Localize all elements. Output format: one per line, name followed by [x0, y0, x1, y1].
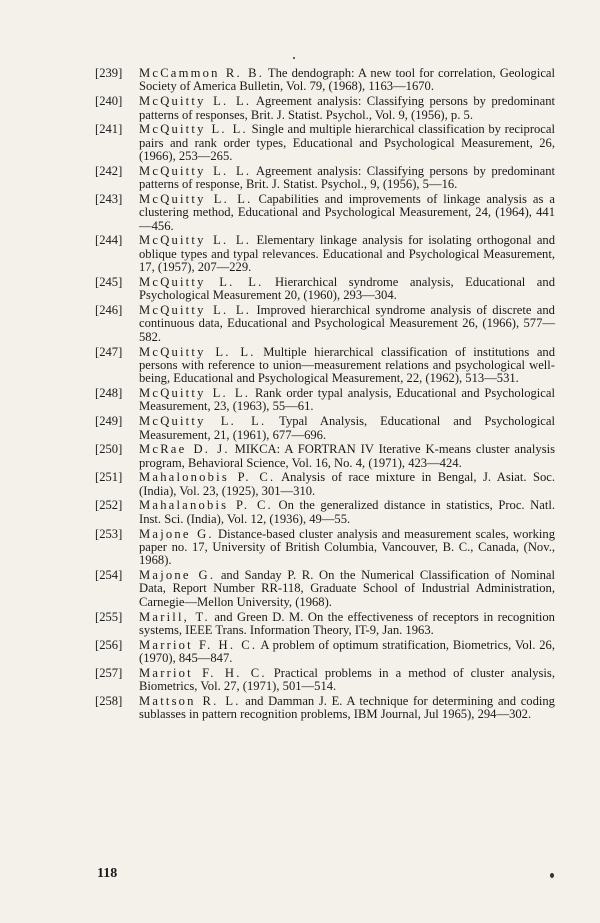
reference-number: [241] — [95, 122, 123, 137]
reference-number: [256] — [95, 637, 123, 652]
reference-number: [257] — [95, 665, 123, 680]
reference-entry — [95, 276, 555, 303]
reference-author: McQuitty L. L. — [139, 274, 264, 289]
reference-text — [139, 193, 555, 233]
reference-citation: Capabilities and improvements of linkage analysis as a clustering method, Educational and Psychological Measurement, 24, (1964), 441—456. — [139, 191, 555, 233]
reference-number: [239] — [95, 66, 123, 80]
reference-author: McQuitty L. L. — [139, 386, 251, 401]
reference-text — [139, 123, 555, 163]
reference-entry — [95, 304, 555, 344]
reference-author: McQuitty L. L. — [139, 191, 253, 206]
reference-author: McQuitty L. L. — [139, 233, 252, 248]
reference-entry — [95, 123, 555, 163]
reference-number: [240] — [95, 94, 123, 109]
reference-author: Marriot F. H. C. — [139, 665, 267, 680]
reference-number: [243] — [95, 191, 123, 206]
reference-text — [139, 443, 555, 470]
reference-citation: On the generalized distance in statistics, Proc. Natl. Inst. Sci. (India), Vol. 12, (1936), 49—55. — [139, 498, 555, 526]
reference-citation: Multiple hierarchical classification of institutions and persons with reference to union—measurement relations and psychological well-being, Educational and Psychological Measurement, 22, (1962), 513—531. — [139, 344, 555, 386]
reference-citation: and Sanday P. R. On the Numerical Classification of Nominal Data, Report Number RR-118, Graduate School of Industrial Administration, Carnegie—Mellon University, (1968). — [139, 568, 555, 609]
reference-number: [252] — [95, 498, 123, 513]
reference-citation: Agreement analysis: Classifying persons by predominant patterns of responses, Brit. J. Statist. Psychol., Vol. 9, (1956), p. 5. — [139, 94, 555, 122]
reference-entry — [95, 695, 555, 722]
reference-entry — [95, 569, 555, 609]
reference-author: McQuitty L. L. — [139, 414, 267, 429]
reference-author: McQuitty L. L. — [139, 344, 256, 359]
reference-author: Mahalonobis P. C. — [139, 470, 276, 485]
reference-entry — [95, 346, 555, 386]
reference-citation: MIKCA: A FORTRAN IV Iterative K-means cluster analysis program, Behavioral Science, Vol. 16, No. 4, (1971), 423—424. — [139, 442, 555, 470]
reference-entry — [95, 234, 555, 274]
reference-author: McQuitty L. L. — [139, 163, 252, 178]
reference-number: [254] — [95, 568, 123, 583]
reference-citation: A problem of optimum stratification, Biometrics, Vol. 26, (1970), 845—847. — [139, 637, 555, 666]
page-number: 118 — [97, 866, 118, 881]
reference-text — [139, 67, 555, 94]
reference-number: [258] — [95, 693, 123, 708]
reference-entry — [95, 165, 555, 192]
reference-number: [248] — [95, 386, 123, 401]
reference-number: [251] — [95, 470, 123, 485]
reference-number: [244] — [95, 233, 123, 248]
reference-text — [139, 528, 555, 568]
reference-entry — [95, 387, 555, 414]
reference-entry — [95, 471, 555, 498]
reference-entry — [95, 639, 555, 666]
reference-author: McCammon R. B. — [139, 66, 265, 80]
print-speck — [550, 873, 554, 878]
reference-text — [139, 165, 555, 192]
reference-text — [139, 276, 555, 303]
reference-citation: Analysis of race mixture in Bengal, J. Asiat. Soc. (India), Vol. 23, (1925), 301—310. — [139, 470, 555, 498]
reference-text — [139, 95, 555, 122]
reference-text — [139, 667, 555, 694]
reference-entry — [95, 499, 555, 526]
reference-citation: Agreement analysis: Classifying persons by predominant patterns of response, Brit. J. Statist. Psychol., 9, (1956), 5—16. — [139, 163, 555, 192]
reference-citation: Rank order typal analysis, Educational and Psychological Measurement, 23, (1963), 55—61. — [139, 386, 555, 414]
reference-entry — [95, 415, 555, 442]
reference-author: McQuitty L. L. — [139, 94, 252, 109]
reference-author: McQuitty L. L. — [139, 122, 248, 137]
reference-number: [249] — [95, 414, 123, 429]
reference-list — [95, 67, 555, 723]
reference-entry — [95, 95, 555, 122]
reference-citation: Single and multiple hierarchical classification by reciprocal pairs and rank order types, Educational and Psychological Measurement, 26, (1966), 253—265. — [139, 122, 555, 164]
reference-citation: and Damman J. E. A technique for determining and coding sublasses in pattern recognition problems, IBM Journal, Jul 1965), 294—302. — [139, 693, 555, 722]
reference-author: Majone G. — [139, 526, 214, 541]
reference-citation: Hierarchical syndrome analysis, Educational and Psychological Measurement 20, (1960), 293—304. — [139, 274, 555, 303]
reference-text — [139, 304, 555, 344]
reference-entry — [95, 443, 555, 470]
reference-entry — [95, 193, 555, 233]
reference-text — [139, 639, 555, 666]
reference-text — [139, 234, 555, 274]
reference-citation: Elementary linkage analysis for isolating orthogonal and oblique types and typal relevances. Educational and Psychological Measurement, 17, (1957), 207—229. — [139, 233, 555, 275]
reference-author: Mattson R. L. — [139, 693, 241, 708]
print-speck — [293, 57, 295, 59]
reference-text — [139, 415, 555, 442]
reference-number: [242] — [95, 163, 123, 178]
reference-text — [139, 499, 555, 526]
reference-citation: The dendograph: A new tool for correlation, Geological Society of America Bulletin, Vol. 79, (1968), 1163—1670. — [139, 66, 555, 94]
reference-author: Marill, T. — [139, 609, 210, 624]
reference-number: [246] — [95, 302, 123, 317]
reference-citation: Practical problems in a method of cluster analysis, Biometrics, Vol. 27, (1971), 501—514. — [139, 665, 555, 694]
reference-author: Marriot F. H. C. — [139, 637, 258, 652]
reference-citation: and Green D. M. On the effectiveness of receptors in recognition systems, IEEE Trans. Information Theory, IT-9, Jan. 1963. — [139, 609, 555, 637]
reference-number: [247] — [95, 344, 123, 359]
reference-citation: Distance-based cluster analysis and measurement scales, working paper no. 17, University of British Columbia, Vancouver, B. C., Canada, (Nov., 1968). — [139, 526, 555, 568]
reference-text — [139, 611, 555, 638]
reference-citation: Typal Analysis, Educational and Psychological Measurement, 21, (1961), 677—696. — [139, 414, 555, 442]
reference-entry — [95, 667, 555, 694]
reference-text — [139, 346, 555, 386]
reference-number: [245] — [95, 274, 123, 289]
reference-number: [253] — [95, 526, 123, 541]
reference-entry — [95, 67, 555, 94]
reference-number: [250] — [95, 442, 123, 457]
reference-number: [255] — [95, 609, 123, 624]
reference-text — [139, 471, 555, 498]
reference-text — [139, 569, 555, 609]
reference-author: McRae D. J. — [139, 442, 230, 457]
reference-author: McQuitty L. L. — [139, 302, 252, 317]
reference-citation: Improved hierarchical syndrome analysis of discrete and continuous data, Educational and Psychological Measurement 26, (1966), 577—582. — [139, 302, 555, 344]
reference-text — [139, 387, 555, 414]
reference-author: Majone G. — [139, 568, 216, 583]
reference-author: Mahalanobis P. C. — [139, 498, 273, 513]
reference-entry — [95, 611, 555, 638]
reference-entry — [95, 528, 555, 568]
reference-text — [139, 695, 555, 722]
